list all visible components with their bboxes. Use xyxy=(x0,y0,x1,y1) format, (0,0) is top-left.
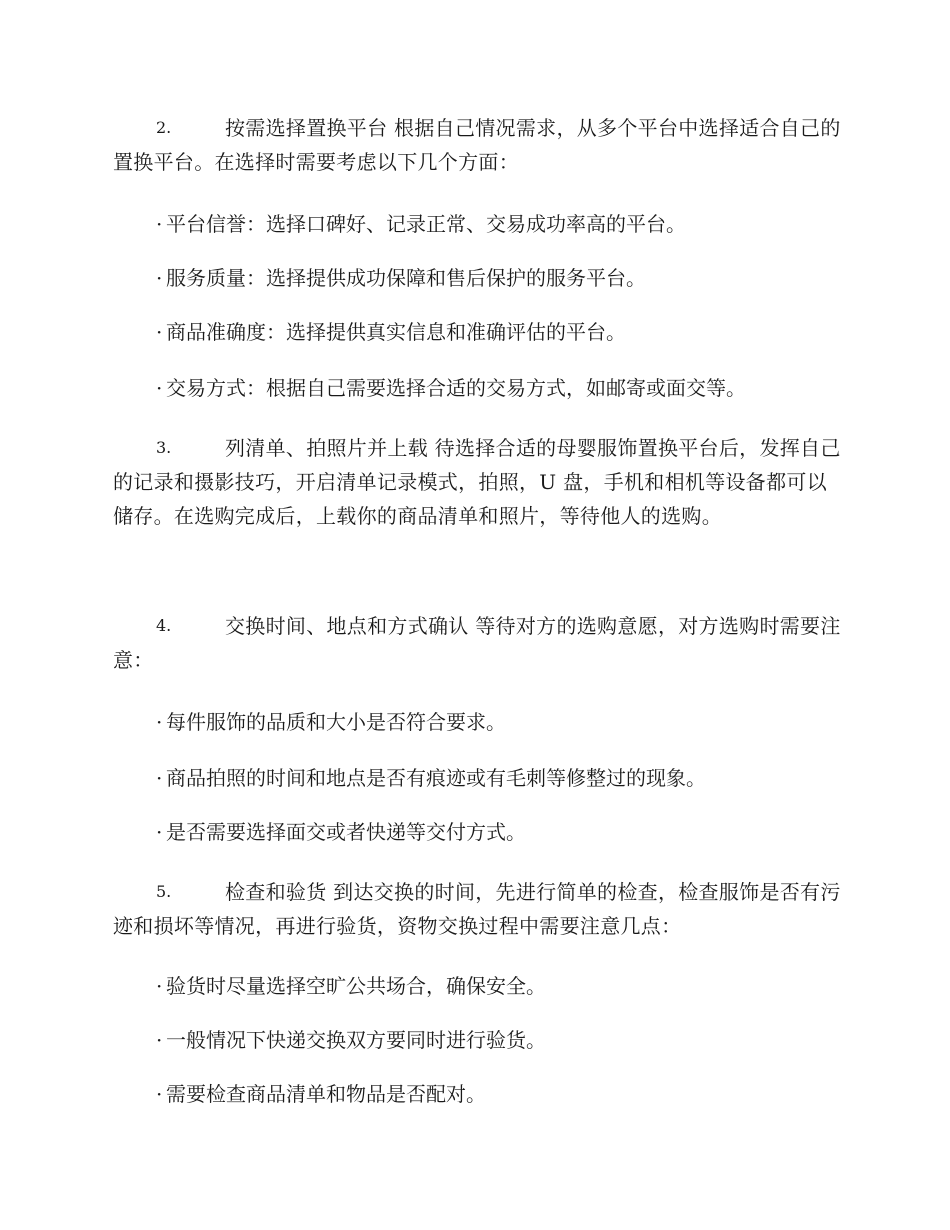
bullet-text: 每件服饰的品质和大小是否符合要求。 xyxy=(166,710,506,734)
bullet-item xyxy=(156,969,546,1003)
bullet-text: 验货时尽量选择空旷公共场合，确保安全。 xyxy=(166,974,546,998)
bullet-item xyxy=(156,705,506,739)
bullet-symbol: · xyxy=(156,820,163,844)
bullet-symbol: · xyxy=(156,974,163,998)
item-paragraph xyxy=(113,875,841,943)
bullet-item xyxy=(156,371,746,405)
item-text: 检查和验货 到达交换的时间，先进行简单的检查，检查服饰是否有污迹和损坏等情况，再进行验货，资物交换过程中需要注意几点： xyxy=(113,880,841,938)
bullet-symbol: · xyxy=(156,1082,163,1106)
item-paragraph xyxy=(113,431,841,533)
item-number: 2. xyxy=(156,118,172,137)
bullet-text: 是否需要选择面交或者快递等交付方式。 xyxy=(166,820,526,844)
bullet-symbol: · xyxy=(156,766,163,790)
item-number: 3. xyxy=(156,438,172,457)
bullet-item xyxy=(156,815,526,849)
bullet-item xyxy=(156,207,686,241)
bullet-text: 服务质量：选择提供成功保障和售后保护的服务平台。 xyxy=(166,266,646,290)
bullet-item xyxy=(156,1077,486,1111)
item-number: 5. xyxy=(156,882,172,901)
bullet-text: 平台信誉：选择口碑好、记录正常、交易成功率高的平台。 xyxy=(166,212,686,236)
item-text: 按需选择置换平台 根据自己情况需求，从多个平台中选择适合自己的置换平台。在选择时需要考虑以下几个方面： xyxy=(113,116,841,174)
bullet-item xyxy=(156,1023,546,1057)
bullet-symbol: · xyxy=(156,212,163,236)
bullet-symbol: · xyxy=(156,376,163,400)
item-text: 列清单、拍照片并上载 待选择合适的母婴服饰置换平台后，发挥自己的记录和摄影技巧，开启清单记录模式，拍照，U 盘，手机和相机等设备都可以储存。在选购完成后，上载你的商品清单和照片，等待他人的选购。 xyxy=(113,436,841,528)
bullet-symbol: · xyxy=(156,1028,163,1052)
bullet-text: 交易方式：根据自己需要选择合适的交易方式，如邮寄或面交等。 xyxy=(166,376,746,400)
bullet-item xyxy=(156,261,646,295)
item-number: 4. xyxy=(156,616,172,635)
bullet-text: 一般情况下快递交换双方要同时进行验货。 xyxy=(166,1028,546,1052)
bullet-symbol: · xyxy=(156,320,163,344)
item-paragraph xyxy=(113,111,841,179)
item-text: 交换时间、地点和方式确认 等待对方的选购意愿，对方选购时需要注意： xyxy=(113,614,841,672)
bullet-item xyxy=(156,761,706,795)
bullet-text: 商品拍照的时间和地点是否有痕迹或有毛刺等修整过的现象。 xyxy=(166,766,706,790)
bullet-text: 商品准确度：选择提供真实信息和准确评估的平台。 xyxy=(166,320,626,344)
bullet-item xyxy=(156,315,626,349)
item-paragraph xyxy=(113,609,841,677)
bullet-symbol: · xyxy=(156,266,163,290)
bullet-text: 需要检查商品清单和物品是否配对。 xyxy=(166,1082,486,1106)
bullet-symbol: · xyxy=(156,710,163,734)
